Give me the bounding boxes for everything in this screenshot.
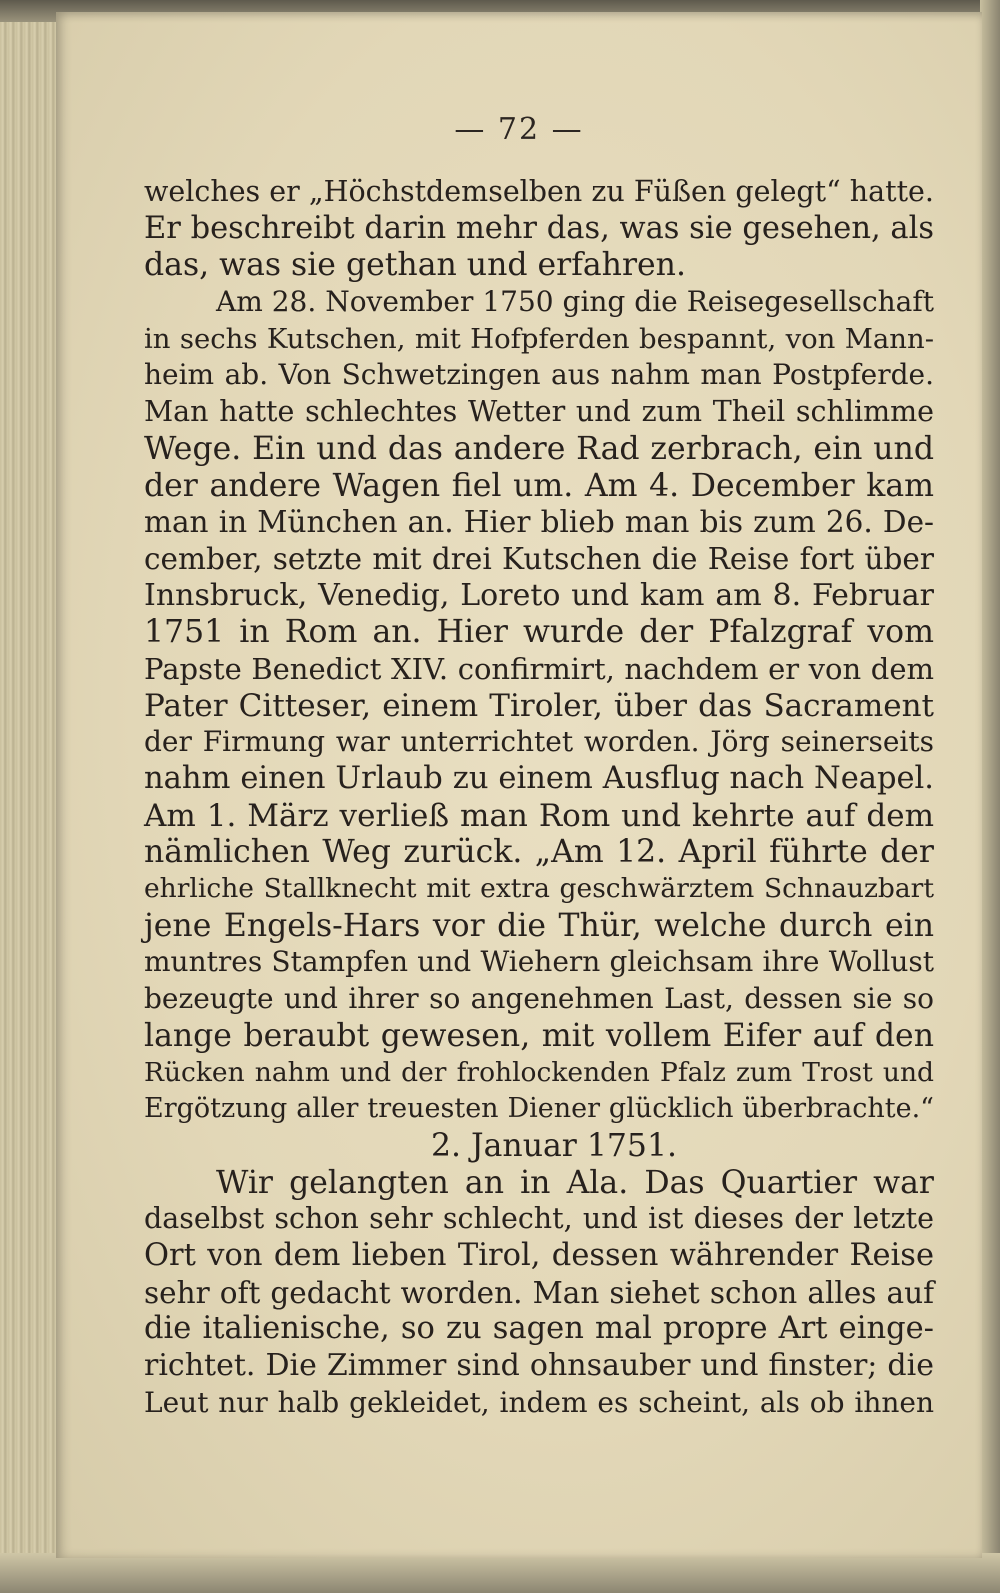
text-line: bezeugte und ihrer so angenehmen Last, dessen sie so [144,982,934,1016]
text-line: nämlichen Weg zurück. „Am 12. April führte der [144,834,934,871]
text-line: Papste Benedict XIV. confirmirt, nachdem er von dem [144,651,934,686]
text-line: daselbst schon sehr schlecht, und ist dieses der letzte [144,1202,934,1236]
text-line: Am 28. November 1750 ging die Reisegesellschaft [216,285,934,319]
text-line: jene Engels-Hars vor die Thür, welche durch ein [144,907,934,944]
body-text [144,174,934,1421]
text-line: Man hatte schlechtes Wetter und zum Theil schlimme [144,395,934,429]
text-line: man in München an. Hier blieb man bis zum 26. De- [144,505,934,540]
text-line: ehrliche Stallknecht mit extra geschwärztem Schnauzbart [144,873,934,905]
text-line: nahm einen Urlaub zu einem Ausflug nach Neapel. [144,761,934,796]
text-line: muntres Stampfen und Wiehern gleichsam ihre Wollust [144,945,934,979]
text-line: Innsbruck, Venedig, Loreto und kam am 8. Februar [144,577,934,613]
text-line: Pater Citteser, einem Tiroler, über das Sacrament [144,687,934,724]
text-line: welches er „Höchstdemselben zu Füßen gelegt“ hatte. [144,175,934,208]
page-number: — 72 — [454,112,584,147]
text-line: Am 1. März verließ man Rom und kehrte auf dem [144,797,934,834]
text-line: heim ab. Von Schwetzingen aus nahm man Postpferde. [144,358,934,392]
text-line: Wege. Ein und das andere Rad zerbrach, ein und [144,430,934,467]
text-line: in sechs Kutschen, mit Hofpferden bespannt, von Mann- [144,322,934,355]
bottom-edge [0,1553,1000,1593]
text-line: der andere Wagen fiel um. Am 4. December kam [144,467,934,504]
text-line: lange beraubt gewesen, mit vollem Eifer auf den [144,1017,934,1054]
text-line: Leut nur halb gekleidet, indem es scheint, als ob ihnen [144,1385,934,1419]
text-line: cember, setzte mit drei Kutschen die Reise fort über [144,541,934,576]
text-line: Rücken nahm und der frohlockenden Pfalz zum Trost und [144,1056,934,1088]
text-line: richtet. Die Zimmer sind ohnsauber und finster; die [144,1348,934,1383]
text-line: 1751 in Rom an. Hier wurde der Pfalzgraf vom [144,614,934,651]
text-line: die italienische, so zu sagen mal propre Art einge- [144,1311,934,1347]
paper-sheet [56,12,982,1558]
text-line: sehr oft gedacht worden. Man siehet schon alles auf [144,1275,934,1310]
text-line: der Firmung war unterrichtet worden. Jörg seinerseits [144,725,934,759]
text-line: Ort von dem lieben Tirol, dessen währender Reise [144,1237,934,1273]
section-heading: 2. Januar 1751. [430,1127,678,1164]
text-line: Ergötzung aller treuesten Diener glücklich überbrachte.“ [144,1093,934,1125]
page-stack-edge [0,0,60,1593]
text-line: Wir gelangten an in Ala. Das Quartier war [216,1164,934,1201]
text-line: das, was sie gethan und erfahren. [144,247,686,284]
text-line: Er beschreibt darin mehr das, was sie gesehen, als [144,210,934,246]
right-edge [980,0,1000,1593]
